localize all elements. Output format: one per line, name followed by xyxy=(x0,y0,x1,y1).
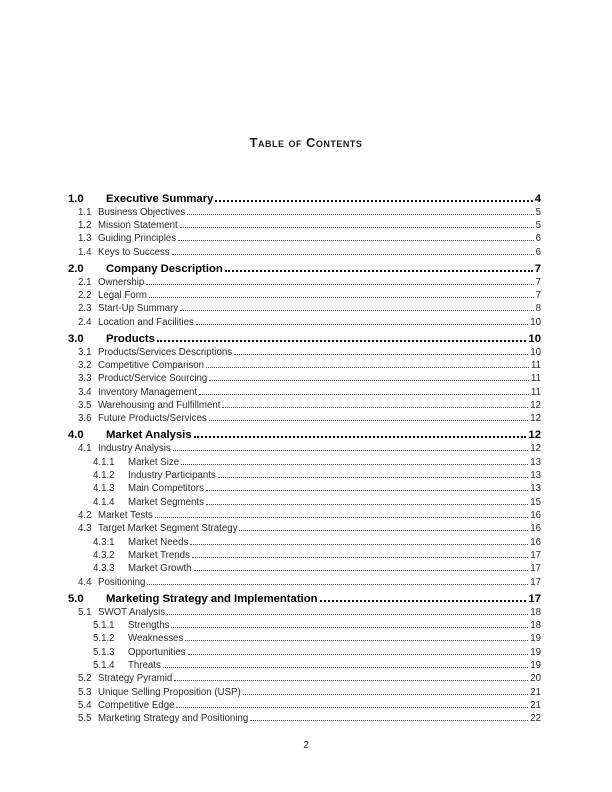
toc-leader-dots xyxy=(194,570,529,571)
toc-leader-dots xyxy=(209,380,529,381)
toc-leader-dots xyxy=(181,464,528,465)
toc-entry-page: 12 xyxy=(530,399,541,411)
toc-entry-page: 17 xyxy=(530,563,541,575)
toc-entry[interactable] xyxy=(68,606,541,619)
toc-entry-page: 15 xyxy=(530,496,541,508)
toc-entry[interactable] xyxy=(68,536,541,549)
toc-entry-title: Competitive Edge xyxy=(98,699,175,711)
toc-leader-dots xyxy=(155,517,528,518)
toc-entry-page: 4 xyxy=(534,192,541,205)
toc-entry-page: 6 xyxy=(535,246,541,258)
toc-entry-number: 5.2 xyxy=(78,673,92,685)
toc-entry-title: Competitive Comparison xyxy=(98,359,205,371)
toc-entry-page: 19 xyxy=(530,646,541,658)
toc-entry-page: 5 xyxy=(535,219,541,231)
toc-entry-number: 4.1 xyxy=(78,443,92,455)
toc-entry-title: Product/Service Sourcing xyxy=(98,373,208,385)
toc-entry-title: Unique Selling Proposition (USP) xyxy=(98,686,241,698)
toc-list xyxy=(68,189,541,726)
toc-entry-number: 4.1.1 xyxy=(93,456,115,468)
toc-entry[interactable] xyxy=(68,589,541,606)
toc-entry-number: 5.0 xyxy=(68,592,84,605)
toc-entry[interactable] xyxy=(68,549,541,562)
toc-entry[interactable] xyxy=(68,372,541,385)
toc-entry-page: 6 xyxy=(535,233,541,245)
toc-entry-number: 4.0 xyxy=(68,429,84,442)
toc-entry-page: 13 xyxy=(530,456,541,468)
toc-entry[interactable] xyxy=(68,276,541,289)
toc-entry-title: Marketing Strategy and Implementation xyxy=(106,592,318,605)
toc-entry-number: 2.3 xyxy=(78,303,92,315)
toc-entry-number: 5.1.1 xyxy=(93,619,115,631)
toc-entry[interactable] xyxy=(68,359,541,372)
toc-entry-page: 21 xyxy=(530,686,541,698)
toc-entry-number: 3.2 xyxy=(78,359,92,371)
toc-leader-dots xyxy=(206,504,528,505)
toc-entry-page: 11 xyxy=(530,373,541,385)
toc-leader-dots xyxy=(149,297,534,298)
toc-entry-number: 4.2 xyxy=(78,509,92,521)
toc-entry[interactable] xyxy=(68,456,541,469)
toc-entry[interactable] xyxy=(68,206,541,219)
toc-entry-number: 4.3.3 xyxy=(93,563,115,575)
toc-entry-number: 2.0 xyxy=(68,262,84,275)
toc-entry[interactable] xyxy=(68,699,541,712)
toc-entry-page: 12 xyxy=(530,413,541,425)
toc-leader-dots xyxy=(188,654,529,655)
toc-entry-page: 18 xyxy=(530,619,541,631)
toc-leader-dots xyxy=(206,367,529,368)
toc-leader-dots xyxy=(157,340,526,342)
toc-entry-title: Mission Statement xyxy=(98,219,178,231)
toc-entry[interactable] xyxy=(68,316,541,329)
toc-entry-page: 5 xyxy=(535,206,541,218)
toc-entry[interactable] xyxy=(68,562,541,575)
toc-entry-number: 3.0 xyxy=(68,332,84,345)
toc-entry-number: 4.4 xyxy=(78,576,92,588)
toc-entry-page: 13 xyxy=(530,483,541,495)
toc-entry-page: 12 xyxy=(528,429,541,442)
toc-entry-number: 1.2 xyxy=(78,219,92,231)
toc-entry-number: 5.1 xyxy=(78,606,92,618)
toc-entry-page: 7 xyxy=(535,276,541,288)
toc-entry-number: 4.3 xyxy=(78,523,92,535)
toc-entry-title: Ownership xyxy=(98,276,145,288)
footer-page-number: 2 xyxy=(303,740,309,751)
toc-entry[interactable] xyxy=(68,469,541,482)
toc-entry[interactable] xyxy=(68,412,541,425)
toc-entry-title: Warehousing and Fulfillment xyxy=(98,399,221,411)
toc-entry-page: 16 xyxy=(530,523,541,535)
toc-entry-number: 2.2 xyxy=(78,289,92,301)
toc-entry-title: Market Analysis xyxy=(106,429,192,442)
toc-entry[interactable] xyxy=(68,659,541,672)
toc-leader-dots xyxy=(176,707,528,708)
toc-entry-title: Market Needs xyxy=(128,536,189,548)
toc-entry-page: 7 xyxy=(535,289,541,301)
toc-leader-dots xyxy=(194,436,527,438)
toc-entry-page: 18 xyxy=(530,606,541,618)
toc-leader-dots xyxy=(173,450,529,451)
toc-leader-dots xyxy=(174,680,528,681)
toc-leader-dots xyxy=(199,394,529,395)
toc-entry-title: Company Description xyxy=(106,262,223,275)
toc-leader-dots xyxy=(167,614,528,615)
toc-leader-dots xyxy=(146,284,533,285)
toc-entry[interactable] xyxy=(68,259,541,276)
toc-entry[interactable] xyxy=(68,509,541,522)
toc-entry-title: Market Size xyxy=(128,456,180,468)
toc-entry-number: 5.3 xyxy=(78,686,92,698)
toc-leader-dots xyxy=(171,627,528,628)
toc-entry-number: 2.1 xyxy=(78,276,92,288)
toc-leader-dots xyxy=(180,310,533,311)
toc-entry-title: Market Tests xyxy=(98,509,153,521)
toc-leader-dots xyxy=(185,640,528,641)
toc-leader-dots xyxy=(225,270,533,272)
toc-entry-number: 3.6 xyxy=(78,413,92,425)
toc-leader-dots xyxy=(243,694,529,695)
toc-entry-page: 22 xyxy=(530,713,541,725)
toc-entry-title: Opportunities xyxy=(128,646,186,658)
toc-entry-title: Industry Participants xyxy=(128,469,216,481)
toc-entry-title: Keys to Success xyxy=(98,246,170,258)
toc-entry-number: 1.1 xyxy=(78,206,92,218)
toc-entry-page: 20 xyxy=(530,673,541,685)
toc-entry-title: SWOT Analysis xyxy=(98,606,166,618)
page-title: Table of Contents xyxy=(249,135,363,150)
toc-entry-title: Threats xyxy=(128,659,161,671)
toc-entry[interactable] xyxy=(68,686,541,699)
toc-entry-page: 11 xyxy=(530,386,541,398)
toc-leader-dots xyxy=(218,477,528,478)
toc-entry-title: Guiding Principles xyxy=(98,233,177,245)
toc-entry[interactable] xyxy=(68,346,541,359)
toc-entry-page: 17 xyxy=(530,576,541,588)
toc-entry[interactable] xyxy=(68,619,541,632)
toc-entry-page: 13 xyxy=(530,469,541,481)
toc-entry[interactable] xyxy=(68,496,541,509)
toc-entry[interactable] xyxy=(68,246,541,259)
toc-entry-page: 7 xyxy=(534,262,541,275)
toc-entry[interactable] xyxy=(68,426,541,443)
toc-leader-dots xyxy=(239,530,528,531)
toc-entry-number: 1.3 xyxy=(78,233,92,245)
toc-leader-dots xyxy=(320,600,527,602)
toc-entry[interactable] xyxy=(68,522,541,535)
toc-entry[interactable] xyxy=(68,232,541,245)
toc-entry-page: 16 xyxy=(530,536,541,548)
toc-entry-title: Market Segments xyxy=(128,496,204,508)
toc-entry-number: 5.1.4 xyxy=(93,659,115,671)
toc-entry-number: 4.1.2 xyxy=(93,469,115,481)
toc-entry-title: Weaknesses xyxy=(128,633,184,645)
toc-entry-number: 4.1.3 xyxy=(93,483,115,495)
toc-entry-title: Location and Facilities xyxy=(98,316,194,328)
toc-entry[interactable] xyxy=(68,289,541,302)
toc-entry-page: 19 xyxy=(530,659,541,671)
toc-entry-title: Strengths xyxy=(128,619,170,631)
toc-leader-dots xyxy=(206,490,528,491)
toc-entry-title: Products xyxy=(106,332,155,345)
toc-leader-dots xyxy=(147,584,528,585)
toc-entry-number: 4.1.4 xyxy=(93,496,115,508)
toc-entry-page: 10 xyxy=(528,332,541,345)
toc-leader-dots xyxy=(172,254,534,255)
toc-leader-dots xyxy=(234,354,528,355)
toc-entry-title: Products/Services Descriptions xyxy=(98,346,233,358)
toc-entry-title: Strategy Pyramid xyxy=(98,673,173,685)
toc-entry[interactable] xyxy=(68,302,541,315)
toc-leader-dots xyxy=(190,544,528,545)
toc-entry-number: 3.5 xyxy=(78,399,92,411)
toc-leader-dots xyxy=(180,227,534,228)
toc-entry-page: 10 xyxy=(530,346,541,358)
toc-entry-number: 2.4 xyxy=(78,316,92,328)
toc-entry[interactable] xyxy=(68,386,541,399)
toc-entry-number: 1.0 xyxy=(68,192,84,205)
toc-leader-dots xyxy=(196,324,528,325)
toc-entry[interactable] xyxy=(68,632,541,645)
toc-entry-number: 5.1.2 xyxy=(93,633,115,645)
toc-entry-number: 1.4 xyxy=(78,246,92,258)
toc-entry[interactable] xyxy=(68,219,541,232)
toc-entry-title: Start-Up Summary xyxy=(98,303,179,315)
toc-leader-dots xyxy=(163,667,528,668)
toc-entry[interactable] xyxy=(68,646,541,659)
toc-entry-page: 10 xyxy=(530,316,541,328)
toc-leader-dots xyxy=(222,407,528,408)
toc-entry-title: Executive Summary xyxy=(106,192,214,205)
toc-entry[interactable] xyxy=(68,672,541,685)
toc-entry-number: 4.3.1 xyxy=(93,536,115,548)
toc-entry-title: Marketing Strategy and Positioning xyxy=(98,713,249,725)
toc-entry-title: Legal Form xyxy=(98,289,147,301)
toc-entry-number: 3.4 xyxy=(78,386,92,398)
toc-entry-page: 12 xyxy=(530,443,541,455)
toc-entry-number: 5.1.3 xyxy=(93,646,115,658)
toc-entry-page: 8 xyxy=(535,303,541,315)
toc-entry-number: 4.3.2 xyxy=(93,549,115,561)
toc-entry[interactable] xyxy=(68,189,541,206)
toc-entry-page: 17 xyxy=(528,592,541,605)
toc-entry-number: 3.1 xyxy=(78,346,92,358)
toc-entry[interactable] xyxy=(68,329,541,346)
toc-leader-dots xyxy=(178,240,534,241)
toc-entry-title: Main Competitors xyxy=(128,483,204,495)
toc-entry-page: 17 xyxy=(530,549,541,561)
toc-entry-title: Market Trends xyxy=(128,549,190,561)
toc-entry-title: Positioning xyxy=(98,576,146,588)
toc-entry[interactable] xyxy=(68,399,541,412)
toc-entry-title: Inventory Management xyxy=(98,386,198,398)
toc-entry-number: 5.4 xyxy=(78,699,92,711)
toc-leader-dots xyxy=(215,200,532,202)
toc-entry[interactable] xyxy=(68,482,541,495)
toc-entry-number: 5.5 xyxy=(78,713,92,725)
toc-entry-title: Target Market Segment Strategy xyxy=(98,523,238,535)
toc-entry-page: 21 xyxy=(530,699,541,711)
toc-entry-page: 19 xyxy=(530,633,541,645)
toc-entry-page: 11 xyxy=(530,359,541,371)
toc-entry[interactable] xyxy=(68,576,541,589)
toc-leader-dots xyxy=(192,557,528,558)
toc-leader-dots xyxy=(187,214,533,215)
toc-entry-title: Market Growth xyxy=(128,563,192,575)
toc-entry-page: 16 xyxy=(530,509,541,521)
toc-entry-title: Business Objectives xyxy=(98,206,186,218)
toc-leader-dots xyxy=(250,720,528,721)
toc-entry-number: 3.3 xyxy=(78,373,92,385)
toc-entry-title: Future Products/Services xyxy=(98,413,207,425)
toc-entry-title: Industry Analysis xyxy=(98,443,171,455)
toc-entry[interactable] xyxy=(68,712,541,725)
toc-entry[interactable] xyxy=(68,442,541,455)
toc-leader-dots xyxy=(209,420,528,421)
